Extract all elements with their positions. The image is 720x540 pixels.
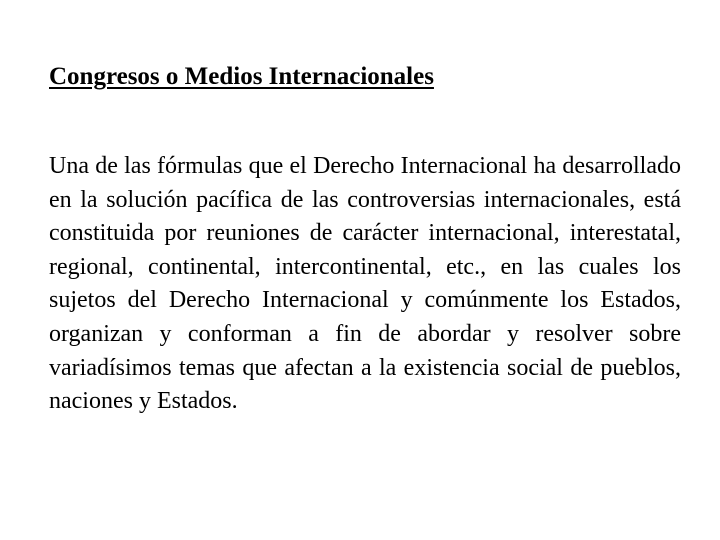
slide-title: Congresos o Medios Internacionales	[49, 63, 434, 90]
slide-body-paragraph: Una de las fórmulas que el Derecho Internacional ha desarrollado en la solución pacífica de las controversias internacionales, está constituida por reuniones de carácter internacional, interestatal, regional, continental, intercontinental, etc., en las cuales los sujetos del Derecho Internacional y comúnmente los Estados, organizan y conforman a fin de abordar y resolver sobre variadísimos temas que afectan a la existencia social de pueblos, naciones y Estados.	[49, 153, 681, 415]
